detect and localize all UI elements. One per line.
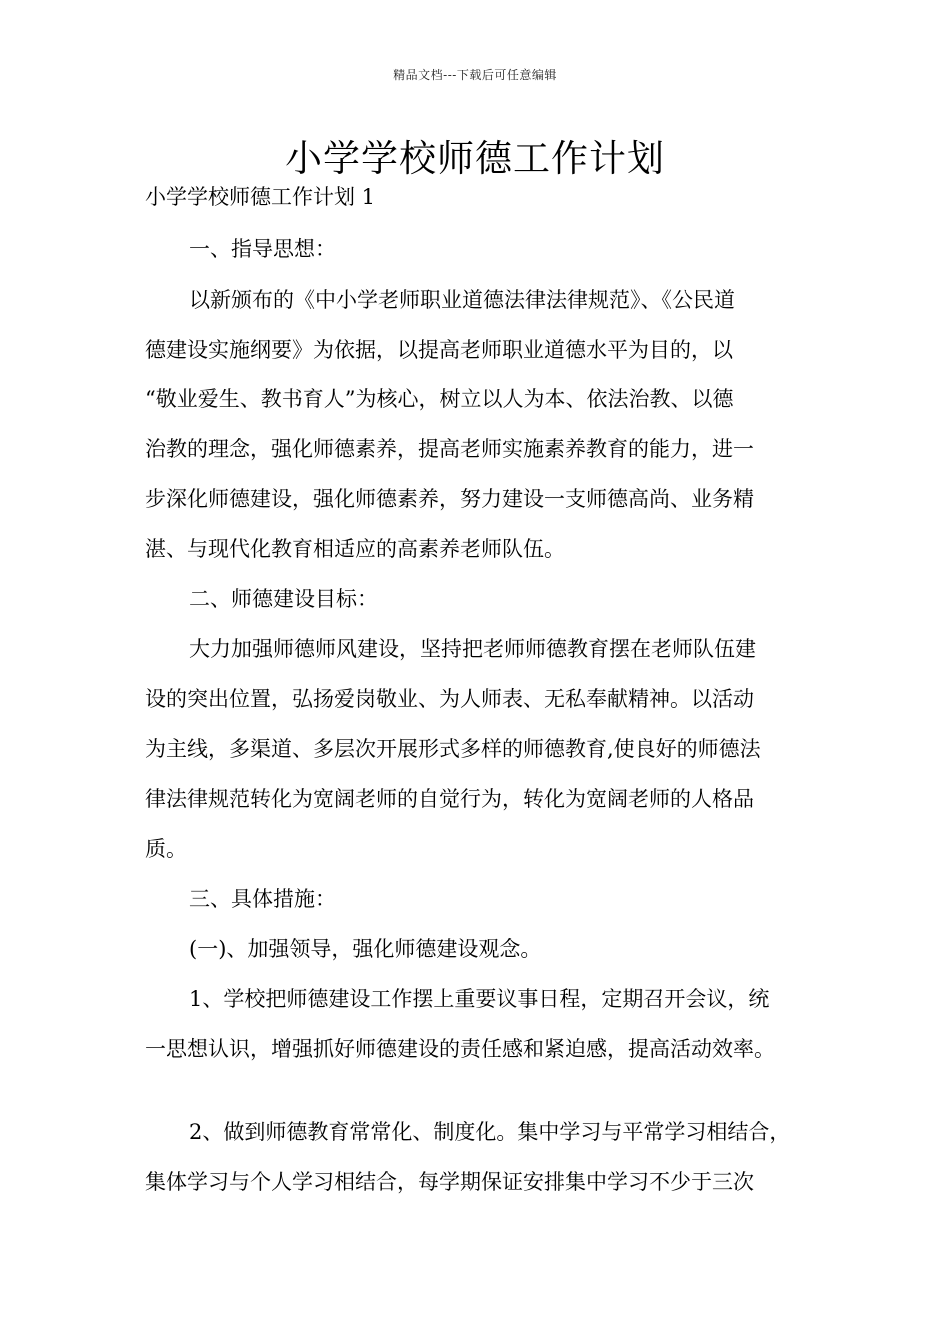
body-line: “敬业爱生、教书育人”为核心，树立以人为本、依法治教、以德 [145, 387, 734, 411]
body-line: 三、具体措施： [189, 887, 336, 911]
document-title: 小学学校师德工作计划 [285, 137, 665, 180]
body-line: 二、师德建设目标： [189, 587, 378, 611]
body-line: 集体学习与个人学习相结合，每学期保证安排集中学习不少于三次 [145, 1170, 754, 1194]
body-line: 律法律规范转化为宽阔老师的自觉行为，转化为宽阔老师的人格品 [145, 787, 754, 811]
body-line: 设的突出位置，弘扬爱岗敬业、为人师表、无私奉献精神。以活动 [145, 687, 754, 711]
body-line: 为主线，多渠道、多层次开展形式多样的师德教育,使良好的师德法 [145, 737, 761, 761]
body-line: 质。 [145, 837, 187, 861]
body-line: 大力加强师德师风建设，坚持把老师师德教育摆在老师队伍建 [189, 637, 756, 661]
body-line: 治教的理念，强化师德素养，提高老师实施素养教育的能力，进一 [145, 437, 754, 461]
body-line: 湛、与现代化教育相适应的高素养老师队伍。 [145, 537, 565, 561]
body-line: 1、学校把师德建设工作摆上重要议事日程，定期召开会议，统 [189, 987, 770, 1011]
body-line: 一、指导思想： [189, 237, 336, 261]
body-line: 步深化师德建设，强化师德素养，努力建设一支师德高尚、业务精 [145, 487, 754, 511]
body-line: 2、做到师德教育常常化、制度化。集中学习与平常学习相结合， [189, 1120, 791, 1144]
body-line: 德建设实施纲要》为依据，以提高老师职业道德水平为目的，以 [145, 338, 733, 362]
body-line: (一)、加强领导，强化师德建设观念。 [189, 937, 542, 961]
body-line: 以新颁布的《中小学老师职业道德法律法律规范》、《公民道 [189, 288, 735, 312]
body-line: 小学学校师德工作计划 1 [145, 185, 376, 209]
body-line: 一思想认识，增强抓好师德建设的责任感和紧迫感，提高活动效率。 [145, 1037, 775, 1061]
header-note: 精品文档---下载后可任意编辑 [393, 68, 557, 82]
